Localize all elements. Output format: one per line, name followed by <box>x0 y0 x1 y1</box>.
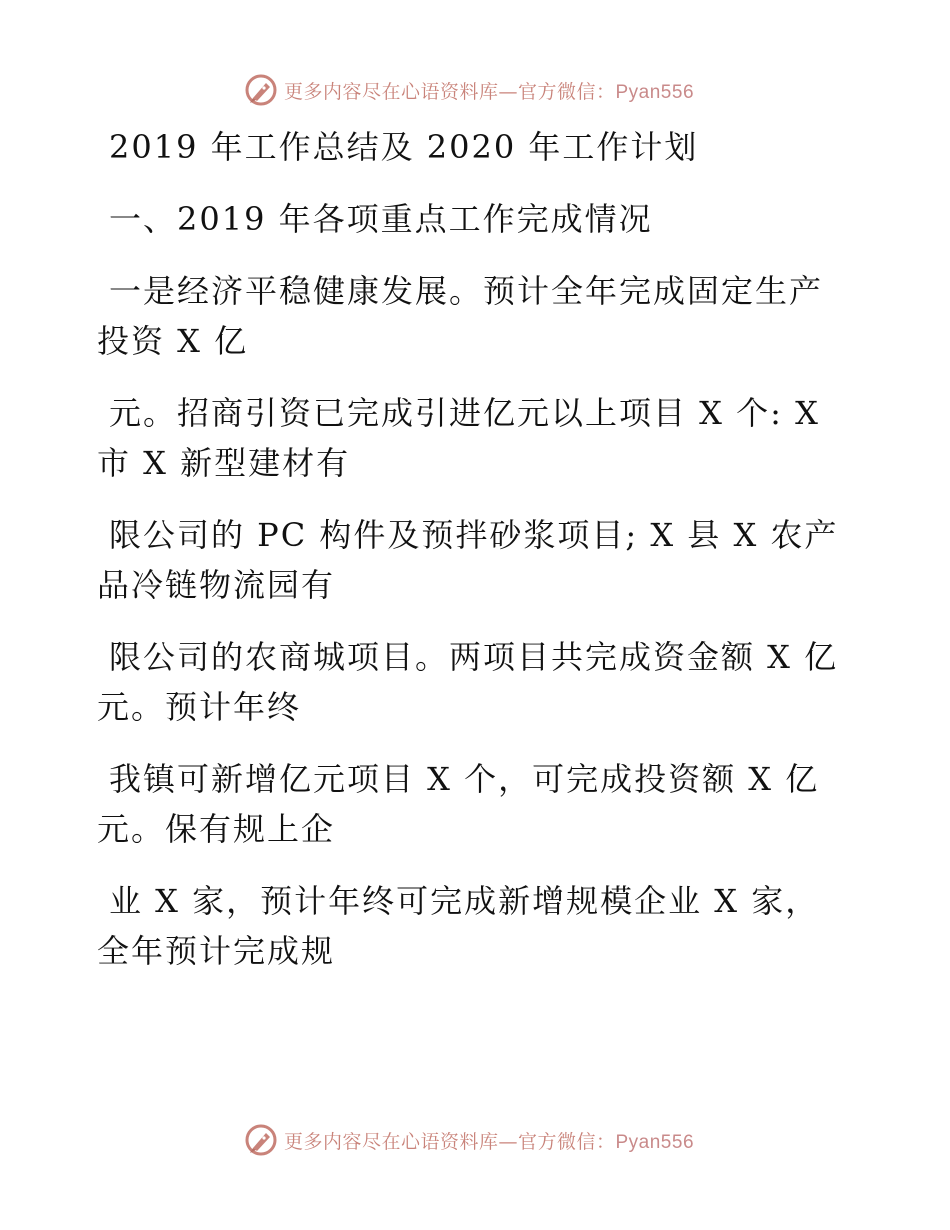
paragraph <box>97 754 857 854</box>
document-body <box>97 122 857 976</box>
paragraph-line: 元。预计年终 <box>97 688 302 726</box>
watermark-text: 更多内容尽在心语资料库—官方微信：Pyan556 <box>283 80 695 103</box>
paragraph-line: 投资 X 亿 <box>97 322 249 360</box>
pen-nib-logo-icon <box>244 73 278 107</box>
paragraph <box>97 266 857 366</box>
paragraph <box>97 632 857 732</box>
watermark-text: 更多内容尽在心语资料库—官方微信：Pyan556 <box>283 1130 695 1153</box>
paragraph <box>97 510 857 610</box>
section-heading: 一、2019 年各项重点工作完成情况 <box>109 200 653 238</box>
paragraph-line: 元。招商引资已完成引进亿元以上项目 X 个: X <box>109 394 820 432</box>
watermark-wechat-id: Pyan556 <box>615 1131 695 1153</box>
header-watermark <box>0 70 950 110</box>
paragraph-line: 一是经济平稳健康发展。预计全年完成固定生产 <box>109 272 824 310</box>
paragraph-line: 全年预计完成规 <box>97 932 336 970</box>
paragraph <box>97 388 857 488</box>
paragraph-line: 限公司的农商城项目。两项目共完成资金额 X 亿 <box>109 638 839 676</box>
paragraph-line: 业 X 家，预计年终可完成新增规模企业 X 家， <box>109 882 820 920</box>
watermark-wechat-id: Pyan556 <box>615 81 695 103</box>
paragraph-line: 市 X 新型建材有 <box>97 444 351 482</box>
footer-watermark <box>0 1120 950 1160</box>
paragraph-line: 品冷链物流园有 <box>97 566 336 604</box>
paragraph-line: 我镇可新增亿元项目 X 个，可完成投资额 X 亿 <box>109 760 820 798</box>
paragraph <box>97 876 857 976</box>
pen-nib-logo-icon <box>244 1123 278 1157</box>
paragraph-line: 限公司的 PC 构件及预拌砂浆项目; X 县 X 农产 <box>109 516 839 554</box>
document-title: 2019 年工作总结及 2020 年工作计划 <box>109 128 699 166</box>
paragraph-line: 元。保有规上企 <box>97 810 336 848</box>
